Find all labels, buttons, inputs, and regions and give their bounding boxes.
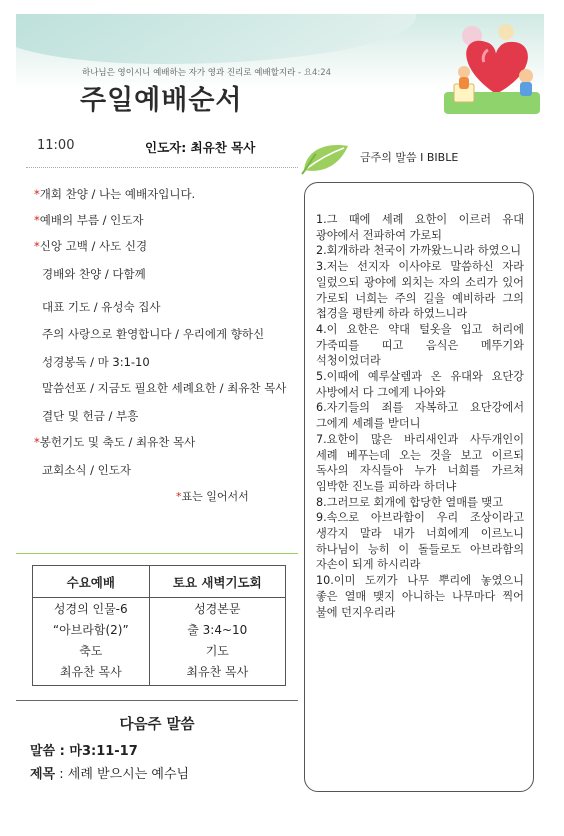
order-item-text: 결단 및 헌금 / 부흥 — [42, 409, 139, 423]
order-item — [34, 212, 143, 228]
tagline-text: 하나님은 영이시니 예배하는 자가 영과 진리로 예배할지라 — [82, 68, 296, 78]
table-header-wednesday: 수요예배 — [33, 566, 150, 598]
tagline-reference: - 요4:24 — [297, 68, 332, 78]
bible-verse: 3.저는 선지자 이사야로 말씀하신 자라 일렀으되 광야에 외치는 자의 소리가 있어 가로되 너희는 주의 길을 예비하라 그의 첩경을 평탄케 하라 하였느니라 — [316, 260, 524, 321]
header-tagline — [82, 66, 331, 78]
standing-mark: * — [176, 490, 182, 503]
order-item — [42, 380, 286, 396]
scripture-value: 마3:11-17 — [69, 744, 138, 759]
bible-verse: 9.속으로 아브라함이 우리 조상이라고 생각지 말라 내가 너희에게 이르노니 하나님이 능히 이 돌들로도 아브라함의 자손이 되게 하시리라 — [316, 511, 524, 572]
heart-balloon-illustration — [434, 14, 544, 122]
bible-section-title: 금주의 말씀 Ι BIBLE — [360, 151, 459, 164]
order-item-text: 교회소식 / 인도자 — [42, 463, 131, 477]
order-item — [42, 326, 264, 342]
service-time: 11:00 — [37, 138, 75, 153]
saturday-closing: 기도 — [205, 644, 229, 658]
bible-verse: 4.이 요한은 약대 털옷을 입고 허리에 가죽띠를 띠고 음식은 메뚜기와 석청이었더라 — [316, 322, 524, 368]
order-item-text: 경배와 찬양 / 다함께 — [42, 267, 146, 281]
next-week-scripture — [30, 740, 138, 759]
order-item-text: 예배의 부름 / 인도자 — [39, 213, 144, 227]
subject-value: 세례 받으시는 예수님 — [67, 767, 190, 782]
order-item — [42, 354, 150, 370]
bible-verses — [316, 212, 524, 620]
order-item-text: 성경봉독 / 마 3:1-10 — [42, 355, 150, 369]
subject-label: 제목 — [30, 767, 56, 782]
scripture-label: 말씀 — [30, 744, 56, 759]
order-item-text: 주의 사랑으로 환영합니다 / 우리에게 향하신 — [42, 327, 265, 341]
table-header-saturday: 토요 새벽기도회 — [149, 566, 285, 598]
wednesday-subtitle: “아브라함(2)” — [52, 623, 129, 637]
wednesday-closing: 축도 — [79, 644, 103, 658]
standing-mark: * — [34, 239, 40, 253]
order-item — [34, 434, 195, 450]
saturday-topic: 성경본문 — [194, 602, 241, 616]
standing-mark: * — [34, 213, 40, 227]
wednesday-minister: 최유찬 목사 — [59, 665, 122, 679]
standing-note-text: 표는 일어서서 — [181, 490, 249, 503]
order-item — [42, 462, 131, 478]
table-row — [33, 598, 286, 686]
bible-verse: 10.이미 도끼가 나무 뿌리에 놓였으니 좋은 열매 맺지 아니하는 나무마다 찍어 불에 던지우리라 — [316, 574, 524, 619]
dotted-divider — [26, 167, 298, 168]
wednesday-topic: 성경의 인물-6 — [53, 602, 128, 616]
table-header-row — [33, 566, 286, 598]
label-separator: : — [55, 767, 68, 782]
bible-verse: 1.그 때에 세례 요한이 이르러 유대 광야에서 전파하여 가로되 — [316, 213, 524, 242]
order-item — [34, 186, 195, 202]
bible-verse: 2.회개하라 천국이 가까왔느니라 하였으니 — [316, 244, 522, 258]
schedule-divider — [16, 700, 298, 701]
standing-note — [176, 488, 249, 504]
order-item — [42, 266, 146, 282]
order-item-text: 개회 찬양 / 나는 예배자입니다. — [39, 187, 196, 201]
header-banner — [16, 14, 544, 122]
wednesday-service-cell — [33, 598, 150, 686]
order-item-text: 대표 기도 / 유성숙 집사 — [42, 300, 161, 314]
label-separator: : — [55, 744, 70, 759]
saturday-service-cell — [149, 598, 285, 686]
standing-mark: * — [34, 187, 40, 201]
page-title: 주일예배순서 — [80, 85, 243, 116]
weekly-schedule-table — [32, 565, 286, 686]
standing-mark: * — [34, 435, 40, 449]
order-item — [42, 408, 138, 424]
next-week-title: 다음주 말씀 — [119, 717, 195, 733]
order-item — [34, 238, 147, 254]
bible-verse: 5.이때에 예루살렘과 온 유대와 요단강 사방에서 다 그에게 나아와 — [316, 370, 524, 399]
bible-verse: 8.그러므로 회개에 합당한 열매를 맺고 — [316, 495, 504, 509]
green-divider — [16, 553, 298, 554]
next-week-subject — [30, 763, 189, 782]
order-item-text: 말씀선포 / 지금도 필요한 세례요한 / 최유찬 목사 — [42, 381, 287, 395]
saturday-minister: 최유찬 목사 — [186, 665, 249, 679]
saturday-scripture: 출 3:4~10 — [187, 623, 248, 637]
bible-verse: 7.요한이 많은 바리새인과 사두개인이 세례 베푸는데 오는 것을 보고 이르되 독사의 자식들아 누가 너희를 가르쳐 임박한 진노를 피하라 하더냐 — [316, 432, 524, 493]
bible-verse: 6.자기들의 죄를 자복하고 요단강에서 그에게 세례를 받더니 — [316, 401, 524, 431]
order-item-text: 봉헌기도 및 축도 / 최유찬 목사 — [39, 435, 196, 449]
order-item-text: 신앙 고백 / 사도 신경 — [39, 239, 148, 253]
service-leader: 인도자: 최유찬 목사 — [145, 140, 256, 155]
leaf-icon — [300, 140, 352, 176]
order-item — [42, 299, 160, 315]
